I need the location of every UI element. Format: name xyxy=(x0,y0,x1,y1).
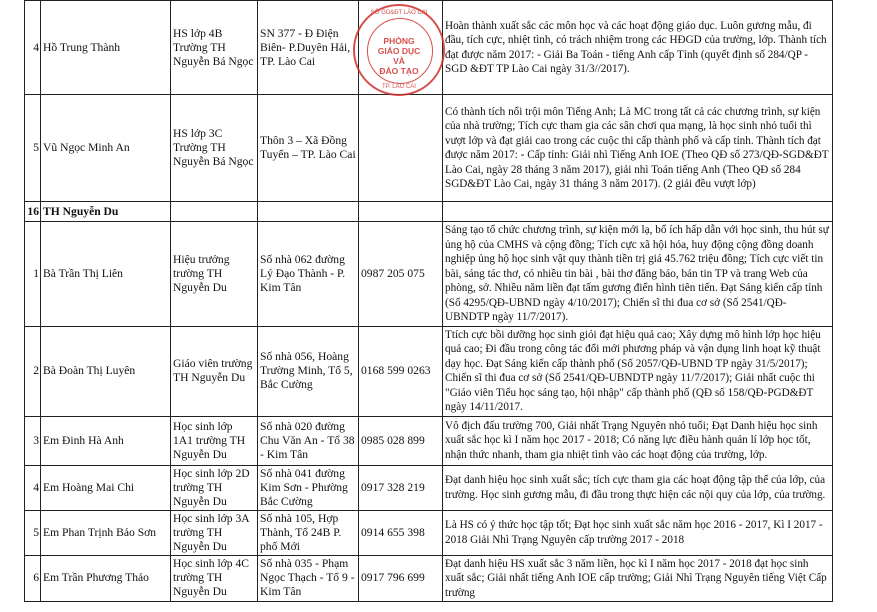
person-name: Em Phan Trịnh Bảo Sơn xyxy=(41,510,171,555)
row-stt: 5 xyxy=(25,510,41,555)
table-row xyxy=(25,510,833,555)
row-stt: 4 xyxy=(25,1,41,95)
honor-table xyxy=(24,0,833,602)
official-seal xyxy=(353,4,445,96)
person-name: Em Trần Phương Thảo xyxy=(41,555,171,602)
person-achievements: Đạt danh hiệu học sinh xuất sắc; tích cực tham gia các hoạt động tập thể của lớp, của trường. Học sinh gương mẫu, đi đầu trong thực hiện các nội quy của lớp, của trường. xyxy=(443,465,833,510)
table-row xyxy=(25,465,833,510)
person-achievements: Vô địch đấu trường 700, Giải nhất Trạng Nguyên nhỏ tuổi; Đạt Danh hiệu học sinh xuất sắc học kì I năm học 2017 - 2018; Có năng lực điều hành quản lí lớp học tốt, nhận thức nhanh, tham gia nhiệt tình vào các hoạt động của trường, lớp. xyxy=(443,416,833,465)
person-phone: 0985 028 899 xyxy=(359,416,443,465)
table-row xyxy=(25,95,833,202)
document-page xyxy=(24,0,832,602)
person-address: Số nhà 062 đường Lý Đạo Thành - P. Kim Tân xyxy=(258,222,359,327)
person-role: HS lớp 3C Trường TH Nguyễn Bá Ngọc xyxy=(171,95,258,202)
row-stt: 5 xyxy=(25,95,41,202)
person-name: Em Hoàng Mai Chi xyxy=(41,465,171,510)
seal-top-text: SỞ GD&ĐT LÀO CAI xyxy=(370,10,428,16)
person-role: Học sinh lớp 1A1 trường TH Nguyễn Du xyxy=(171,416,258,465)
person-phone: 0987 205 075 xyxy=(359,222,443,327)
group-header-row xyxy=(25,202,833,222)
group-number: 16 xyxy=(25,202,41,222)
person-phone: 0168 599 0263 xyxy=(359,326,443,416)
person-phone xyxy=(359,95,443,202)
row-stt: 1 xyxy=(25,222,41,327)
person-address: Số nhà 035 - Phạm Ngọc Thạch - Tổ 9 - Kim Tân xyxy=(258,555,359,602)
person-name: Hồ Trung Thành xyxy=(41,1,171,95)
person-phone: 0917 328 219 xyxy=(359,465,443,510)
seal-bottom-text: TP. LÀO CAI xyxy=(382,84,416,90)
person-achievements: Đạt danh hiệu HS xuất sắc 3 năm liền, học kì I năm học 2017 - 2018 đạt học sinh xuất sắc; Giải nhất tiếng Anh IOE cấp trường; Giải Nhì Trạng Nguyên tiếng Việt Cấp trường xyxy=(443,555,833,602)
person-name: Bà Đoàn Thị Luyên xyxy=(41,326,171,416)
person-achievements: Có thành tích nổi trội môn Tiếng Anh; Là MC trong tất cả các chương trình, sự kiện của nhà trường; Tích cực tham gia các sân chơi qua mạng, là học sinh nhỏ tuổi thì vượt lớp và đạt giải cao trong các cuộc thi cấp thành phố và cấp tỉnh. Thành tích đạt được năm 2017: - Cấp tỉnh: Giải nhì Tiếng Anh IOE (Theo QĐ số 273/QĐ-SGD&ĐT Lào Cai, ngày 28 tháng 3 năm 2017), giải nhì Toán tiếng Anh (Theo QĐ số 284 SGD&ĐT Lào Cai, ngày 31 tháng 3 năm 2017). (2 giải đều vượt lớp) xyxy=(443,95,833,202)
table-row xyxy=(25,416,833,465)
person-role: HS lớp 4B Trường TH Nguyễn Bá Ngọc xyxy=(171,1,258,95)
person-address: Số nhà 056, Hoàng Trường Minh, Tổ 5, Bắc Cường xyxy=(258,326,359,416)
seal-center-text: PHÒNG GIÁO DỤC VÀ ĐÀO TẠO xyxy=(377,36,421,76)
table-row xyxy=(25,555,833,602)
person-name: Bà Trần Thị Liên xyxy=(41,222,171,327)
person-address: Số nhà 020 đường Chu Văn An - Tổ 38 - Kim Tân xyxy=(258,416,359,465)
table-row xyxy=(25,222,833,327)
person-achievements: Hoàn thành xuất sắc các môn học và các hoạt động giáo dục. Luôn gương mẫu, đi đầu, tích cực, nhiệt tình, có trách nhiệm trong các HĐGD của trường, lớp. Thành tích đạt được năm 2017: - Giải Ba Toán - tiếng Anh cấp Tỉnh (quyết định số 284/QP - SGD &ĐT TP Lào Cai ngày 31/3//2017). xyxy=(443,1,833,95)
person-address: Thôn 3 – Xã Đồng Tuyển – TP. Lào Cai xyxy=(258,95,359,202)
person-role: Học sinh lớp 2D trường TH Nguyễn Du xyxy=(171,465,258,510)
person-role: Học sinh lớp 3A trường TH Nguyễn Du xyxy=(171,510,258,555)
person-role: Học sinh lớp 4C trường TH Nguyễn Du xyxy=(171,555,258,602)
person-achievements: Sáng tạo tổ chức chương trình, sự kiện mới lạ, bổ ích hấp dẫn với học sinh, thu hút sự ủng hộ của CMHS và cộng đồng; Tích cực xã hội hóa, huy động cộng đồng doanh nghiệp ủng hộ học sinh vật quy thành tiền trị giá 45.762 triệu đồng; Tích cực viết tin bài, sáng tác thơ, có nhiều tin bài , bài thơ đăng báo, bản tin TP và trang Web của phòng, sở. Nhiều năm liền đạt tấm gương điển hình tiên tiến. Đạt Sáng kiến cấp tỉnh (Số 4295/QĐ-UBND ngày 4/10/2017); Chiến sĩ thi đua cơ sở (Số 2541/QĐ-UBNDTP ngày 11/7/2017). xyxy=(443,222,833,327)
person-phone: 0917 796 699 xyxy=(359,555,443,602)
row-stt: 2 xyxy=(25,326,41,416)
group-name: TH Nguyễn Du xyxy=(41,202,171,222)
person-address: Số nhà 041 đường Kim Sơn - Phường Bắc Cường xyxy=(258,465,359,510)
table-row xyxy=(25,326,833,416)
row-stt: 6 xyxy=(25,555,41,602)
person-role: Hiệu trưởng trường TH Nguyễn Du xyxy=(171,222,258,327)
person-phone: 0914 655 398 xyxy=(359,510,443,555)
person-address: SN 377 - Đ Điện Biên- P.Duyên Hải, TP. Lào Cai xyxy=(258,1,359,95)
person-name: Em Đinh Hà Anh xyxy=(41,416,171,465)
person-achievements: Là HS có ý thức học tập tốt; Đạt học sinh xuất sắc năm học 2016 - 2017, Kì I 2017 - 2018 Giải Nhì Trạng Nguyên cấp trường 2017 - 2018 xyxy=(443,510,833,555)
row-stt: 3 xyxy=(25,416,41,465)
person-role: Giáo viên trường TH Nguyễn Du xyxy=(171,326,258,416)
row-stt: 4 xyxy=(25,465,41,510)
person-address: Số nhà 105, Hợp Thành, Tổ 24B P. phố Mới xyxy=(258,510,359,555)
person-achievements: Ttích cực bồi dưỡng học sinh giỏi đạt hiệu quả cao; Xây dựng mô hình lớp học hiệu quả cao; Đi đầu trong công tác đổi mới phương pháp và vận dụng linh hoạt kỹ thuật dạy học. Đạt Sáng kiến cấp thành phố (Số 2057/QĐ-UBND TP ngày 31/5/2017); Chiến sĩ thi đua cơ sở (Số 2541/QĐ-UBNDTP ngày 11/7/2017); Giải nhất cuộc thi "Giáo viên Tiểu học sáng tạo, hội nhập" cấp thành phố (QĐ số 158/QĐ-PGD&ĐT ngày 14/11/2017. xyxy=(443,326,833,416)
person-name: Vũ Ngọc Minh An xyxy=(41,95,171,202)
